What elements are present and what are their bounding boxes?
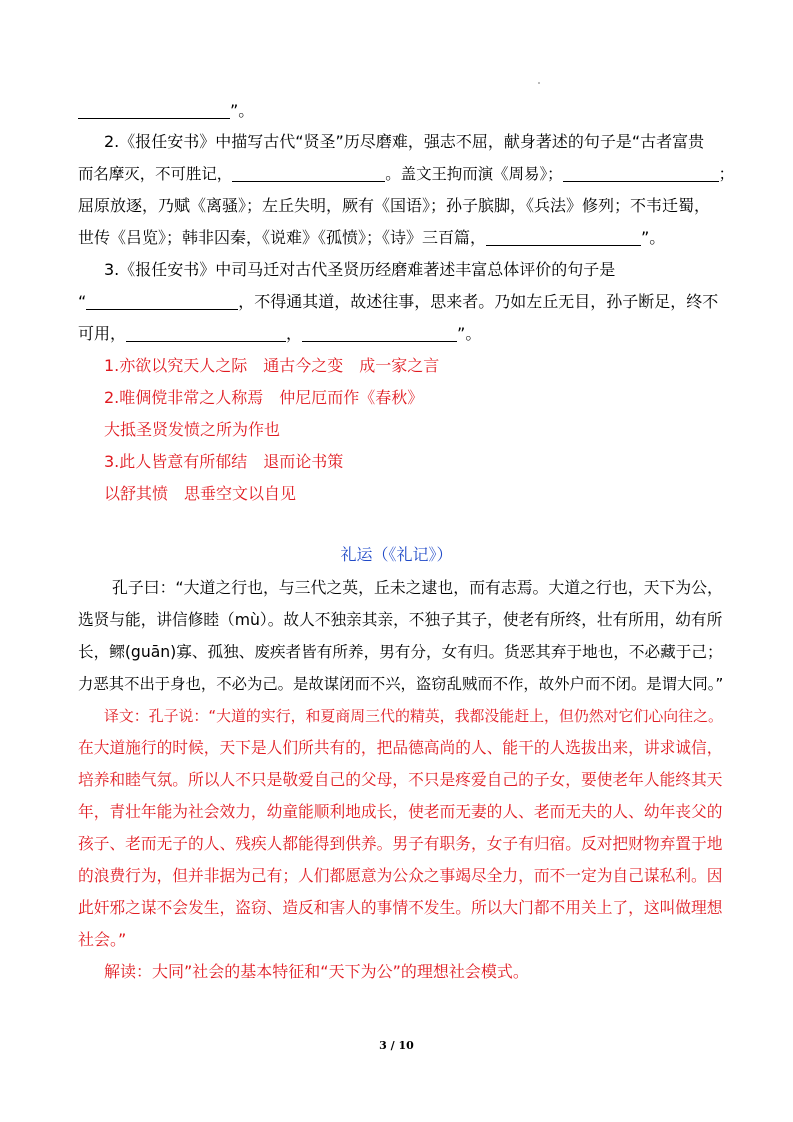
answer-blank [86, 293, 238, 310]
passage-line-3: 长，鳏(guān)寡、孤独、废疾者皆有所养，男有分，女有归。货恶其弃于地也，不必藏于己； [78, 643, 723, 661]
translation-line-8: 社会。” [78, 930, 127, 949]
q2-line-1: 2.《报任安书》中描写古代“贤圣”历尽磨难，强志不屈，献身著述的句子是“古者富贵 [104, 132, 705, 151]
answer-blank [486, 229, 641, 246]
page-number: 3 / 10 [379, 1039, 414, 1052]
answer-line-2: 2.唯倜傥非常之人称焉 仲尼厄而作《春秋》 [104, 388, 424, 407]
answer-blank [563, 165, 719, 182]
answer-line-3: 大抵圣贤发愤之所为作也 [104, 420, 281, 439]
interpretation-line: 解读：大同”社会的基本特征和“天下为公”的理想社会模式。 [104, 962, 529, 981]
passage-line-1: 孔子曰：“大道之行也，与三代之英，丘未之逮也，而有志焉。大道之行也，天下为公， [112, 578, 723, 597]
translation-line-7: 此奸邪之谋不会发生，盗窃、造反和害人的事情不发生。所以大门都不用关上了，这叫做理想 [78, 898, 723, 917]
answer-blank [78, 102, 230, 119]
passage-line-2: 选贤与能，讲信修睦（mù）。故人不独亲其亲，不独子其子，使老有所终，壮有所用，幼有所 [78, 610, 723, 629]
q3-line-3: 可用， ， ”。 [78, 324, 482, 343]
translation-line-6: 的浪费行为，但并非据为己有；人们都愿意为公众之事竭尽全力，而不一定为自己谋私利。因 [78, 866, 723, 885]
q3-line-1: 3.《报任安书》中司马迁对古代圣贤历经磨难著述丰富总体评价的句子是 [104, 260, 616, 279]
answer-line-4: 3.此人皆意有所郁结 退而论书策 [104, 452, 344, 471]
translation-line-2: 在大道施行的时候，天下是人们所共有的，把品德高尚的人、能干的人选拔出来，讲求诚信， [78, 738, 723, 757]
scan-dot [538, 82, 540, 84]
answer-line-5: 以舒其愤 思垂空文以自见 [104, 484, 297, 503]
q1-tail-line: ”。 [78, 100, 723, 122]
q3-line-2: “ ，不得通其道，故述往事，思来者。乃如左丘无目，孙子断足，终不 [78, 292, 719, 311]
translation-line-5: 孩子、老而无子的人、残疾人都能得到供养。男子有职务，女子有归宿。反对把财物弃置于地 [78, 834, 723, 853]
passage-line-4: 力恶其不出于身也，不必为己。是故谋闭而不兴，盗窃乱贼而不作，故外户而不闭。是谓大同。” [78, 675, 724, 693]
translation-line-3: 培养和睦气氛。所以人不只是敬爱自己的父母，不只是疼爱自己的子女，要使老年人能终其天 [78, 770, 723, 789]
section-title: 礼运（《礼记》） [340, 545, 453, 564]
q2-line-4: 世传《吕览》；韩非囚秦，《说难》《孤愤》；《诗》三百篇， ”。 [78, 228, 666, 247]
q2-line-3: 屈原放逐，乃赋《离骚》；左丘失明，厥有《国语》；孙子膑脚，《兵法》修列；不韦迁蜀， [78, 196, 711, 215]
translation-line-4: 年，青壮年能为社会效力，幼童能顺利地成长，使老而无妻的人、老而无夫的人、幼年丧父的 [78, 802, 723, 821]
answer-blank [126, 325, 286, 342]
answer-blank [232, 165, 385, 182]
q2-line-2: 而名摩灭，不可胜记， 。盖文王拘而演《周易》； ； [78, 165, 734, 183]
answer-blank [302, 325, 457, 342]
translation-line-1: 译文：孔子说：“大道的实行，和夏商周三代的精英，我都没能赶上，但仍然对它们心向往之。 [104, 707, 723, 725]
answer-line-1: 1.亦欲以究天人之际 通古今之变 成一家之言 [104, 356, 440, 375]
